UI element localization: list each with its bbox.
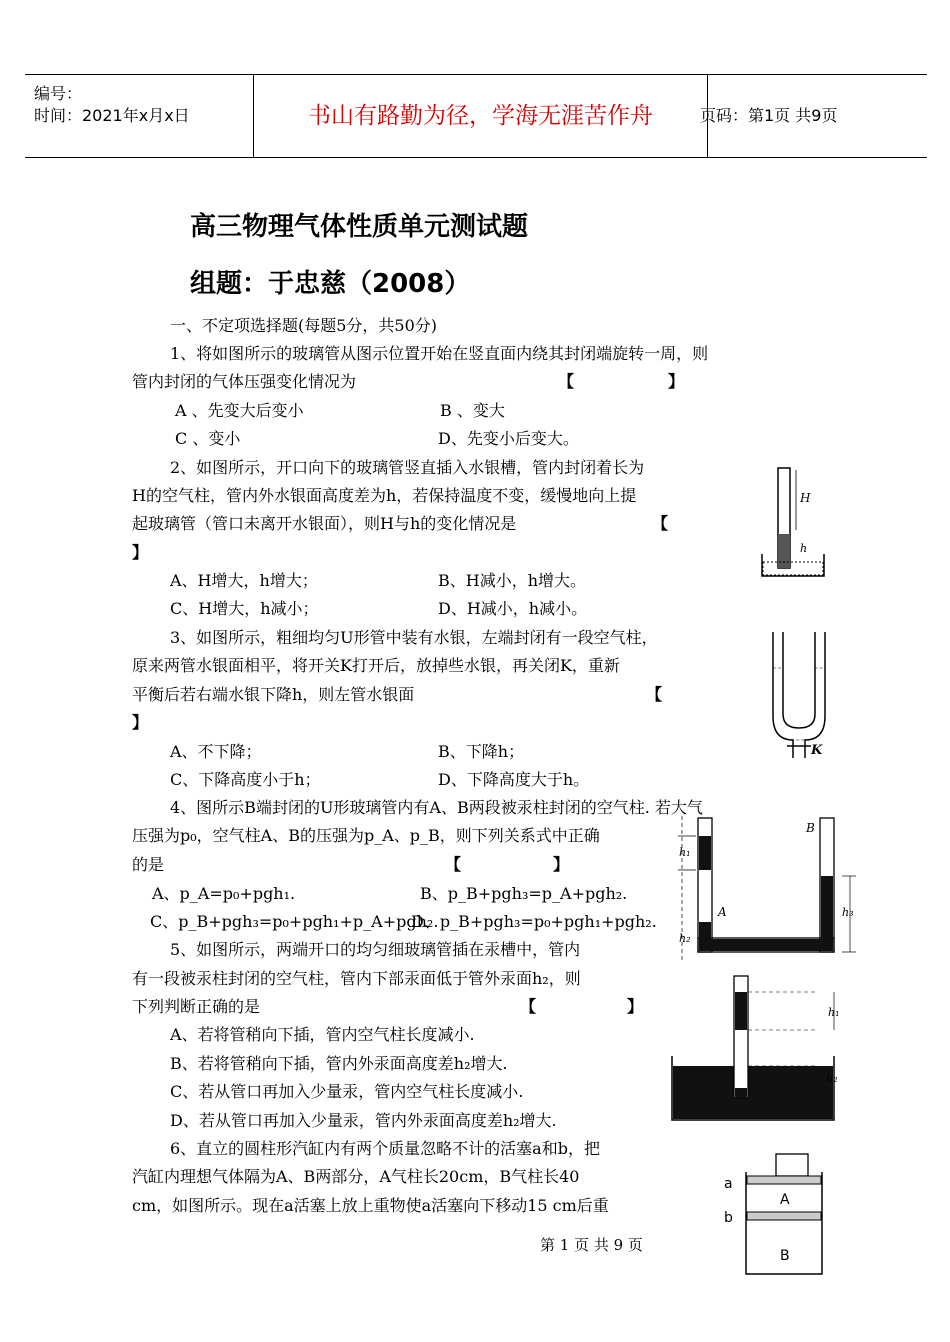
q5-mercury-outside: [673, 1066, 833, 1119]
q5-option-a: A、若将管稍向下插，管内空气柱长度减小.: [170, 1025, 475, 1044]
q2-line2: H的空气柱，管内外水银面高度差为h，若保持温度不变，缓慢地向上提: [132, 486, 637, 505]
q1-line1: 1、将如图所示的玻璃管从图示位置开始在竖直面内绕其封闭端旋转一周，则: [170, 344, 709, 363]
q5-label-h2: h₂: [826, 1072, 838, 1085]
q4-bracket-right: 】: [553, 855, 570, 874]
q5-option-c: C、若从管口再加入少量汞，管内空气柱长度减小.: [170, 1082, 524, 1101]
q6-line1: 6、直立的圆柱形汽缸内有两个质量忽略不计的活塞a和b，把: [170, 1139, 600, 1158]
q5-option-d: D、若从管口再加入少量汞，管内外汞面高度差h₂增大.: [170, 1111, 557, 1130]
q6-label-B: B: [780, 1248, 790, 1264]
q2-option-c: C、H增大，h减小；: [170, 599, 319, 618]
q4-mercury-h1: [699, 836, 711, 870]
q6-label-b: b: [724, 1210, 733, 1226]
q3-option-d: D、下降高度大于h。: [438, 770, 590, 789]
q3-option-c: C、下降高度小于h；: [170, 770, 321, 789]
q5-option-b: B、若将管稍向下插，管内外汞面高度差h₂增大.: [170, 1054, 508, 1073]
q4-label-B: B: [806, 821, 815, 835]
q2-option-d: D、H减小，h减小。: [438, 599, 588, 618]
q4-mercury-right: [821, 876, 833, 951]
q4-line1: 4、图所示B端封闭的U形玻璃管内有A、B两段被汞柱封闭的空气柱. 若大气: [170, 798, 703, 817]
q3-u-tube-outer: [773, 632, 825, 758]
q1-option-b: B 、变大: [440, 401, 505, 420]
q3-option-a: A、不下降；: [170, 742, 262, 761]
q4-figure: [672, 812, 866, 972]
q2-trough: [762, 554, 824, 576]
q5-line2: 有一段被汞柱封闭的空气柱，管内下部汞面低于管外汞面h₂，则: [132, 969, 581, 988]
q5-line1: 5、如图所示，两端开口的均匀细玻璃管插在汞槽中，管内: [170, 940, 581, 959]
section-heading: 一、不定项选择题(每题5分，共50分): [170, 316, 438, 335]
header-motto: 书山有路勤为径，学海无涯苦作舟: [253, 75, 708, 157]
q4-label-h1: h₁: [679, 846, 691, 859]
q1-line2: 管内封闭的气体压强变化情况为: [132, 372, 357, 391]
q2-label-h: h: [800, 542, 808, 555]
q6-figure: [718, 1150, 838, 1280]
q4-label-h3: h₃: [842, 906, 854, 919]
q4-option-c: C、p_B+pgh₃=p₀+pgh₁+p_A+pgh₂.: [150, 912, 439, 931]
q3-line2: 原来两管水银面相平，将开关K打开后，放掉些水银，再关闭K，重新: [132, 656, 620, 675]
q2-option-b: B、H减小，h增大。: [438, 571, 587, 590]
q3-u-tube-inner: [783, 632, 815, 728]
q3-mercury: [773, 668, 825, 740]
q6-piston-b: [747, 1212, 821, 1220]
q1-option-a: A 、先变大后变小: [175, 401, 304, 420]
q5-mercury-inside: [735, 1088, 747, 1098]
q4-line3: 的是: [132, 855, 165, 874]
q2-line1: 2、如图所示，开口向下的玻璃管竖直插入水银槽，管内封闭着长为: [170, 458, 645, 477]
q4-label-A: A: [718, 905, 727, 919]
q4-mercury-bottom: [711, 939, 821, 951]
q5-figure: [668, 972, 864, 1132]
q3-line3: 平衡后若右端水银下降h，则左管水银面: [132, 685, 415, 704]
q4-option-b: B、p_B+pgh₃=p_A+pgh₂.: [420, 884, 628, 903]
q2-option-a: A、H增大，h增大；: [170, 571, 318, 590]
q2-bracket-left: 【: [652, 514, 669, 533]
q4-bracket-left: 【: [445, 855, 462, 874]
q2-mercury-column: [778, 534, 790, 568]
q3-label-K: K: [811, 743, 823, 758]
q1-bracket-right: 】: [668, 372, 685, 391]
q5-bracket-right: 】: [627, 997, 644, 1016]
q4-label-h2: h₂: [679, 932, 691, 945]
q3-figure: [765, 628, 835, 768]
q5-mercury-column: [735, 992, 747, 1030]
q1-option-c: C 、变小: [175, 429, 241, 448]
q6-piston-a: [747, 1176, 821, 1184]
q6-weight: [776, 1154, 808, 1176]
q3-option-b: B、下降h；: [438, 742, 525, 761]
page-title: 高三物理气体性质单元测试题: [190, 212, 529, 242]
q4-option-d: D、p_B+pgh₃=p₀+pgh₁+pgh₂.: [411, 912, 657, 931]
q5-label-h1: h₁: [828, 1006, 840, 1019]
q2-label-H: H: [800, 491, 811, 505]
q4-mercury-left: [699, 922, 711, 951]
page-footer: 第 1 页 共 9 页: [540, 1236, 643, 1254]
q3-line1: 3、如图所示，粗细均匀U形管中装有水银，左端封闭有一段空气柱，: [170, 628, 658, 647]
doc-time: 时间：2021年x月x日: [34, 106, 190, 125]
q1-option-d: D、先变小后变大。: [438, 429, 579, 448]
q2-figure: [758, 462, 828, 584]
header-meta: [25, 75, 253, 157]
doc-number: 编号：: [34, 84, 83, 103]
q2-trough-fill: [763, 562, 823, 575]
q5-line3: 下列判断正确的是: [132, 997, 261, 1016]
q6-line3: cm，如图所示。现在a活塞上放上重物使a活塞向下移动15 cm后重: [132, 1196, 609, 1215]
q6-line2: 汽缸内理想气体隔为A、B两部分，A气柱长20cm，B气柱长40: [132, 1167, 580, 1186]
header-page: 页码：第1页 共9页: [700, 106, 838, 125]
q5-bracket-left: 【: [520, 997, 537, 1016]
q2-line3: 起玻璃管（管口未离开水银面），则H与h的变化情况是: [132, 514, 517, 533]
q6-label-A: A: [780, 1192, 790, 1208]
q4-line2: 压强为p₀，空气柱A、B的压强为p_A、p_B，则下列关系式中正确: [132, 826, 600, 845]
q6-label-a: a: [724, 1176, 733, 1192]
q3-bracket-right: 】: [132, 713, 149, 732]
q2-bracket-right: 】: [132, 543, 149, 562]
author-line: 组题：于忠慈（2008）: [190, 269, 471, 299]
q1-bracket-left: 【: [558, 372, 575, 391]
q3-bracket-left: 【: [646, 685, 663, 704]
q4-option-a: A、p_A=p₀+pgh₁.: [152, 884, 296, 903]
page-header: [25, 74, 927, 158]
